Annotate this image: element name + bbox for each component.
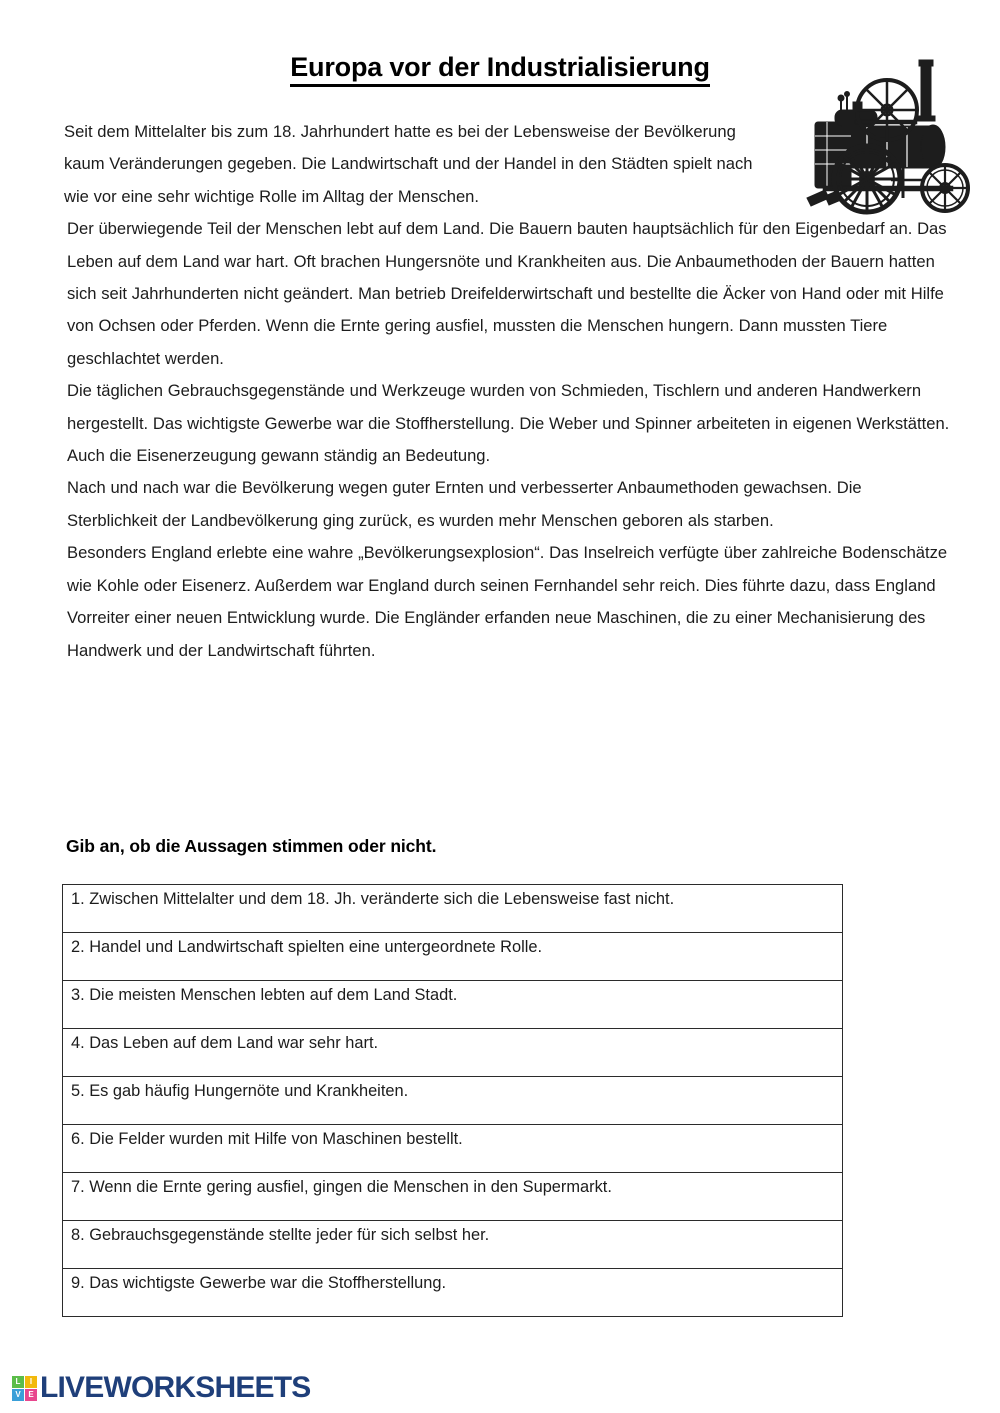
- paragraph-5: Besonders England erlebte eine wahre „Bevölkerungsexplosion“. Das Inselreich verfügte über zahlreiche Bodenschätze wie Kohle oder Eisenerz. Außerdem war England durch seinen Fernhandel sehr reich. Dies führte dazu, dass England Vorreiter einer neuen Entwicklung wurde. Die Engländer erfanden neue Maschinen, die zu einer Mechanisierung des Handwerk und der Landwirtschaft führten.: [67, 543, 948, 660]
- logo-tile-e: E: [25, 1389, 37, 1401]
- table-row: [63, 1077, 843, 1125]
- table-row: [63, 1173, 843, 1221]
- exercise-instruction: Gib an, ob die Aussagen stimmen oder nicht.: [66, 836, 437, 856]
- paragraph-3: Die täglichen Gebrauchsgegenstände und Werkzeuge wurden von Schmieden, Tischlern und anderen Handwerkern hergestellt. Das wichtigste Gewerbe war die Stoffherstellung. Die Weber und Spinner arbeiteten in eigenen Werkstätten. Auch die Eisenerzeugung gewann ständig an Bedeutung.: [67, 381, 950, 466]
- table-row: [63, 885, 843, 933]
- paragraph-2: Der überwiegende Teil der Menschen lebt auf dem Land. Die Bauern bauten hauptsächlich für den Eigenbedarf an. Das Leben auf dem Land war hart. Oft brachen Hungersnöte und Krankheiten aus. Die Anbaumethoden der Bauern hatten sich seit Jahrhunderten nicht geändert. Man betrieb Dreifelderwirtschaft und bestellte die Äcker von Hand oder mit Hilfe von Ochsen oder Pferden. Wenn die Ernte gering ausfiel, mussten die Menschen hungern. Dann mussten Tiere geschlachtet werden.: [67, 219, 947, 368]
- logo-tile-l: L: [12, 1376, 24, 1388]
- table-row: [63, 981, 843, 1029]
- paragraph-1: Seit dem Mittelalter bis zum 18. Jahrhundert hatte es bei der Lebensweise der Bevölkerung kaum Veränderungen gegeben. Die Landwirtschaft und der Handel in den Städten spielt nach wie vor eine sehr wichtige Rolle im Alltag der Menschen.: [64, 122, 753, 206]
- paragraph-4: Nach und nach war die Bevölkerung wegen guter Ernten und verbesserter Anbaumethoden gewachsen. Die Sterblichkeit der Landbevölkerung ging zurück, es wurden mehr Menschen geboren als starben.: [67, 478, 862, 530]
- statement-cell[interactable]: 1. Zwischen Mittelalter und dem 18. Jh. veränderte sich die Lebensweise fast nicht.: [63, 885, 843, 933]
- article-body: [64, 116, 954, 667]
- statement-cell[interactable]: 5. Es gab häufig Hungernöte und Krankheiten.: [63, 1077, 843, 1125]
- statement-cell[interactable]: 8. Gebrauchsgegenstände stellte jeder für sich selbst her.: [63, 1221, 843, 1269]
- page-title: Europa vor der Industrialisierung: [290, 52, 709, 87]
- statement-cell[interactable]: 6. Die Felder wurden mit Hilfe von Maschinen bestellt.: [63, 1125, 843, 1173]
- liveworksheets-wordmark: LIVEWORKSHEETS: [40, 1371, 311, 1404]
- logo-tile-v: V: [12, 1389, 24, 1401]
- logo-tile-i: I: [25, 1376, 37, 1388]
- table-row: [63, 933, 843, 981]
- statement-cell[interactable]: 2. Handel und Landwirtschaft spielten eine untergeordnete Rolle.: [63, 933, 843, 981]
- liveworksheets-logo[interactable]: [12, 1373, 311, 1403]
- statement-cell[interactable]: 7. Wenn die Ernte gering ausfiel, gingen die Menschen in den Supermarkt.: [63, 1173, 843, 1221]
- statement-cell[interactable]: 4. Das Leben auf dem Land war sehr hart.: [63, 1029, 843, 1077]
- liveworksheets-tiles-icon: [12, 1376, 37, 1401]
- table-row: [63, 1221, 843, 1269]
- statement-cell[interactable]: 9. Das wichtigste Gewerbe war die Stoffherstellung.: [63, 1269, 843, 1317]
- statements-table: [62, 884, 843, 1317]
- table-row: [63, 1029, 843, 1077]
- table-row: [63, 1269, 843, 1317]
- table-row: [63, 1125, 843, 1173]
- statement-cell[interactable]: 3. Die meisten Menschen lebten auf dem Land Stadt.: [63, 981, 843, 1029]
